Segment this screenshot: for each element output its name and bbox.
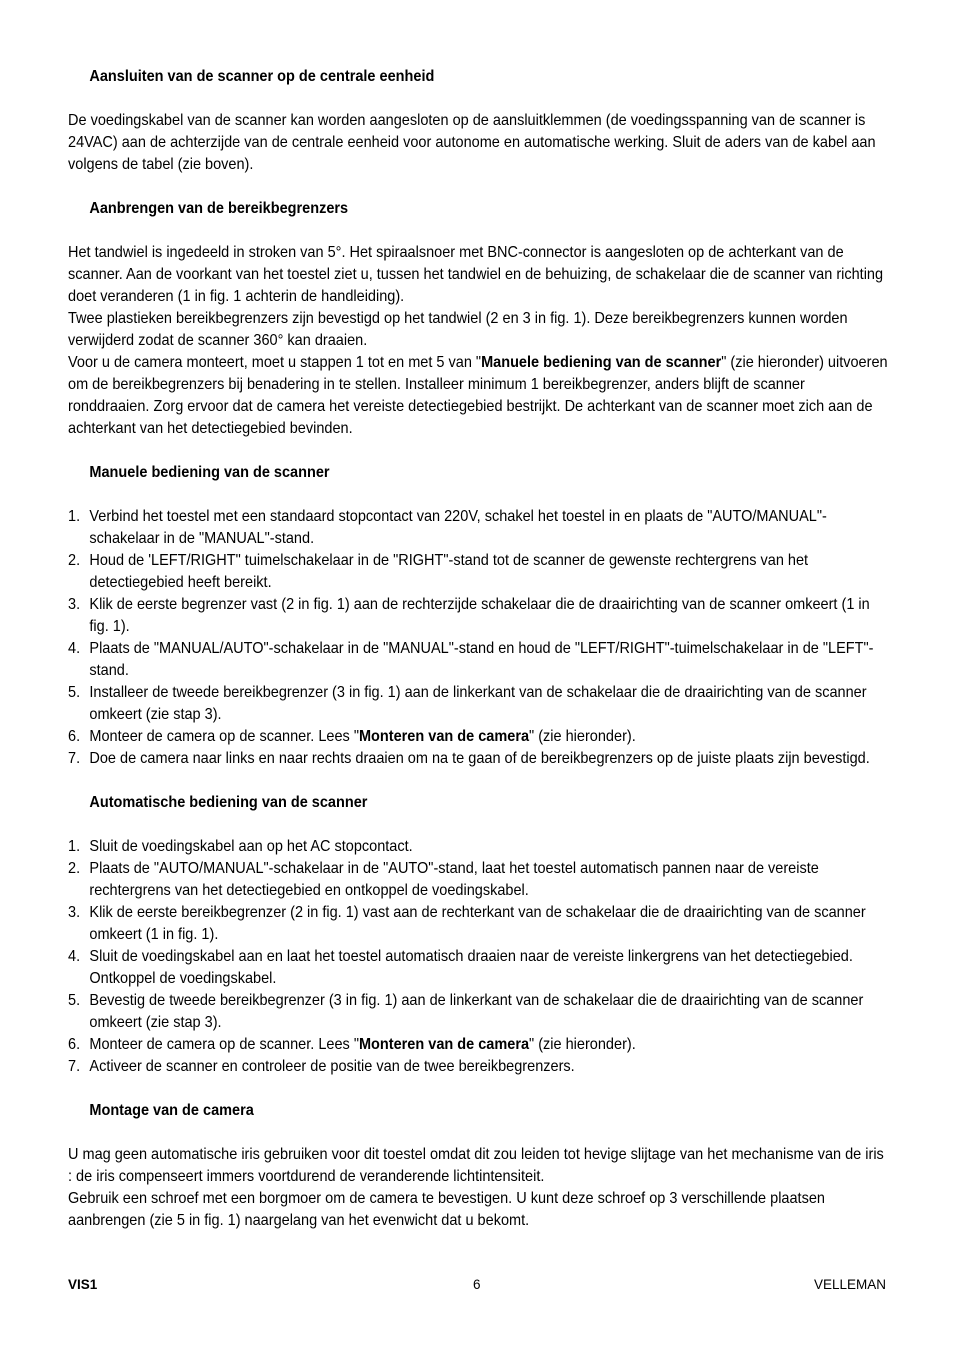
section-heading-limiters: Aanbrengen van de bereikbegrenzers [89, 200, 349, 217]
step-text: Houd de 'LEFT/RIGHT" tuimelschakelaar in de "RIGHT"-stand tot de scanner de gewenste rechtergrens van het detectiegebied heeft bereikt. [89, 552, 809, 591]
footer-brand: VELLEMAN [813, 1277, 886, 1292]
step-text: Plaats de "MANUAL/AUTO"-schakelaar in de "MANUAL"-stand en houd de "LEFT/RIGHT"-tuimelschakelaar in de "LEFT"-stand. [89, 640, 874, 679]
page-footer [68, 1276, 886, 1294]
paragraph-text: De voedingskabel van de scanner kan worden aangesloten op de aansluitklemmen (de voedingsspanning van de scanner is 24VAC) aan de achterzijde van de centrale eenheid voor autonome en automatische werking. Sluit de aders van de kabel aan volgens de tabel (zie boven). [68, 112, 876, 173]
bold-reference: Monteren van de camera [358, 1036, 530, 1053]
paragraph-camera-mount [68, 1144, 888, 1232]
step-text: Klik de eerste bereikbegrenzer (2 in fig. 1) vast aan de rechterkant van de schakelaar die de draairichting van de scanner omkeert (1 in fig. 1). [89, 904, 866, 943]
list-item [68, 1034, 888, 1056]
step-number: 1. [68, 838, 81, 855]
list-item [68, 902, 888, 946]
step-text: Klik de eerste begrenzer vast (2 in fig. 1) aan de rechterzijde schakelaar die de draairichting van de scanner omkeert (1 in fig. 1). [89, 596, 870, 635]
paragraph-text: Twee plastieken bereikbegrenzers zijn bevestigd op het tandwiel (2 en 3 in fig. 1). Deze bereikbegrenzers kunnen worden verwijderd zodat de scanner 360° kan draaien. [68, 310, 848, 349]
step-text: Doe de camera naar links en naar rechts draaien om na te gaan of de bereikbegrenzers op de juiste plaats zijn bevestigd. [89, 750, 870, 767]
page-number: 6 [473, 1277, 481, 1292]
list-item [68, 946, 888, 990]
step-text: Sluit de voedingskabel aan en laat het toestel automatisch draaien naar de vereiste linkergrens van het detectiegebied. Ontkoppel de voedingskabel. [89, 948, 853, 987]
list-item [68, 726, 888, 748]
paragraph-connect [68, 110, 888, 176]
list-item [68, 748, 888, 770]
step-number: 6. [68, 1036, 81, 1053]
step-number: 4. [68, 948, 81, 965]
list-item [68, 858, 888, 902]
step-number: 7. [68, 1058, 81, 1075]
text-run: Voor u de camera monteert, moet u stappen 1 tot en met 5 van " [68, 354, 482, 371]
manual-page [68, 66, 888, 1232]
step-number: 5. [68, 992, 81, 1009]
step-text: Activeer de scanner en controleer de positie van de twee bereikbegrenzers. [89, 1058, 575, 1075]
step-number: 7. [68, 750, 81, 767]
text-run: " (zie hieronder) uitvoeren om de bereikbegrenzers bij benadering in te stellen. Installeer minimum 1 bereikbegrenzer, anders blijft de scanner ronddraaien. Zorg ervoor dat de camera het vereiste detectiegebied bestrijkt. De achterkant van de scanner moet zich aan de achterkant van het detectiegebied bevinden. [68, 354, 888, 437]
list-item [68, 1056, 888, 1078]
paragraph-text [68, 352, 888, 440]
section-heading-connect: Aansluiten van de scanner op de centrale eenheid [89, 68, 435, 85]
step-text: Monteer de camera op de scanner. Lees " [89, 1036, 359, 1053]
step-text: Verbind het toestel met een standaard stopcontact van 220V, schakel het toestel in en plaats de "AUTO/MANUAL"-schakelaar in de "MANUAL"-stand. [89, 508, 827, 547]
section-heading-camera-mount: Montage van de camera [89, 1102, 254, 1119]
paragraph-text: Gebruik een schroef met een borgmoer om de camera te bevestigen. U kunt deze schroef op 3 verschillende plaatsen aanbrengen (zie 5 in fig. 1) naargelang van het evenwicht dat u bekomt. [68, 1190, 825, 1229]
list-item [68, 506, 888, 550]
step-number: 6. [68, 728, 81, 745]
paragraph-limiters [68, 242, 888, 440]
step-text: Sluit de voedingskabel aan op het AC stopcontact. [89, 838, 413, 855]
step-text: Plaats de "AUTO/MANUAL"-schakelaar in de "AUTO"-stand, laat het toestel automatisch pannen naar de vereiste rechtergrens van het detectiegebied en ontkoppel de voedingskabel. [89, 860, 819, 899]
paragraph-text: U mag geen automatische iris gebruiken voor dit toestel omdat dit zou leiden tot hevige slijtage van het mechanisme van de iris : de iris compenseert immers voortdurend de veranderende lichtintensiteit. [68, 1146, 884, 1185]
list-item [68, 990, 888, 1034]
step-text: " (zie hieronder). [529, 728, 636, 745]
footer-model: VIS1 [68, 1277, 98, 1292]
section-heading-manual: Manuele bediening van de scanner [89, 464, 330, 481]
list-item [68, 594, 888, 638]
paragraph-text: Het tandwiel is ingedeeld in stroken van 5°. Het spiraalsnoer met BNC-connector is aangesloten op de achterkant van de scanner. Aan de voorkant van het toestel ziet u, tussen het tandwiel en de behuizing, de schakelaar die de scanner van richting doet veranderen (1 in fig. 1 achterin de handleiding). [68, 244, 884, 305]
list-item [68, 638, 888, 682]
step-text: Monteer de camera op de scanner. Lees " [89, 728, 359, 745]
list-item [68, 836, 888, 858]
list-item [68, 682, 888, 726]
step-number: 4. [68, 640, 81, 657]
step-number: 2. [68, 860, 81, 877]
step-number: 1. [68, 508, 81, 525]
step-text: Bevestig de tweede bereikbegrenzer (3 in fig. 1) aan de linkerkant van de schakelaar die de draairichting van de scanner omkeert (zie stap 3). [89, 992, 864, 1031]
step-number: 3. [68, 596, 81, 613]
step-text: " (zie hieronder). [529, 1036, 636, 1053]
step-number: 2. [68, 552, 81, 569]
bold-reference: Monteren van de camera [358, 728, 530, 745]
step-text: Installeer de tweede bereikbegrenzer (3 in fig. 1) aan de linkerkant van de schakelaar die de draairichting van de scanner omkeert (zie stap 3). [89, 684, 867, 723]
automatic-steps-list [68, 836, 888, 1078]
step-number: 3. [68, 904, 81, 921]
manual-steps-list [68, 506, 888, 770]
step-number: 5. [68, 684, 81, 701]
bold-reference: Manuele bediening van de scanner [481, 354, 722, 371]
section-heading-automatic: Automatische bediening van de scanner [89, 794, 368, 811]
list-item [68, 550, 888, 594]
